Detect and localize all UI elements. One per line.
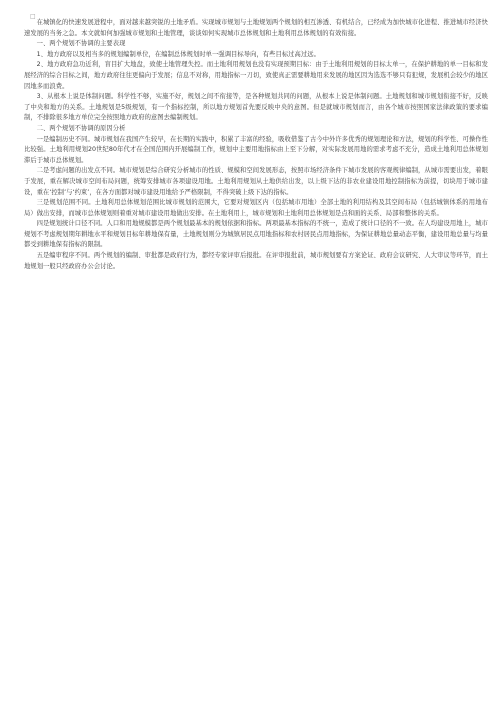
reason-paragraph-5: 五是编审程序不同。两个规划的编制、审批都是政府行为，都经专家评审后报批。在评审报批前，城市规划要有方案论证、政府会议研究、人大审议等环节，而土地规划一般只经政府办公会讨论。 — [24, 252, 488, 270]
section-heading-1: 一、两个规划不协调的主要表现 — [36, 40, 126, 48]
intro-paragraph: 在城镇化的快速发展进程中，面对越来越突锐的土地矛盾。实现城市规划与土地规划两个规划的相互渗透、有机结合，已经成为加快城市化进程、推进城市经济快速发展的当务之急。本文就如何加强城市规划和土地管理，谈谈如何实现城市总体规划和土地利用总体规划的有效衔接。 — [24, 19, 488, 37]
list-item-2: 2、地方政府急功近利，盲目扩大地盘，致使土地管理失控。而土地利用规划也没有实现预期目标：由于土地利用规划的目标太单一，在保护耕地的单一目标和发展经济的综合目标之间，地方政府往往更偏向于发展；信息不对称，用地指标一刀切，致使真正需要耕地用来发展的地区因为选选不够只有犯规，发展机会较少的地区因地多而浪费。 — [24, 61, 488, 90]
section-heading-2: 二、两个规划不协调的原因分析 — [36, 124, 126, 132]
document-body — [24, 13, 488, 272]
reason-paragraph-3: 三是规划范围不同。土地利用总体规划范围比城市规划的范围大，它要对规划区内（包括城市用地）全部土地的利用结构及其空间布局（包括城镇体系的用地布局）做出安排，而城市总体规划则着重对城市建设用地做出安排。在土地利用上，城市规划和土地利用总体规划是点和面的关系、局部和整体的关系。 — [24, 199, 488, 217]
list-item-1: 1、地方政府以及相当多的规划编制单位，在编制总体规划时单一强调目标导向，有些目标过高过远。 — [36, 50, 320, 58]
reason-paragraph-2: 二是考虑问题的出发点不同。城市规划是综合研究分析城市的性质、规模和空间发展形态，按照市场经济条件下城市发展的客观规律编制，从城市需要出发，着眼于发展，重在解决城市空间布局问题，统筹安排城市各项建设用地。土地利用规划从土地供给出发，以上级下达的非农业建设用地控制指标为前提，切块用于城市建设，重在‘控制’与‘约束’，在各方面都对城市建设用地给予严格限制，不得突破上级下达的指标。 — [24, 167, 488, 196]
corner-mark: □ — [30, 13, 36, 20]
reason-paragraph-1: 一是编制历史不同。城市规划在我国产生较早，在长期的实践中，积累了丰富的经验，吸收借鉴了古今中外许多优秀的规划理论和方法，规划的科学性、可操作性比较强。土地利用规划20世纪80年代才在全国范围内开展编制工作，规划中主要用地指标由上至下分解，对实际发展用地的需求考虑不充分，造成土地利用总体规划滞后于城市总体规划。 — [24, 135, 488, 164]
list-item-3: 3、从根本上说是体制问题。科学性不够，实施不好，规划之间不衔接等，是各种规划共同的问题，从根本上说是体制问题。土地规划和城市规划衔接不好，反映了中央和地方的关系。土地规划是5级规划，有一个指标控制，所以地方规划首先要反映中央的意图。但是就城市规划而言，由各个城市按照国家法律政策的要求编制，不排除很多地方单位完全按照地方政府的意图去编制规划。 — [24, 93, 488, 122]
reason-paragraph-4: 四是规划统计口径不同。人口和用地规模都是两个规划最基本的规划依据和指标。两项最基本指标的不统一，造成了统计口径的不一致。在人均建设用地上，城市规划不考虑规划期年耕地水平和规划目标年耕地保有量，土地规划则分为城镇居民点用地指标和农村居民点用地指标，为保证耕地总量动态平衡，建设用地总量与均量都受到耕地保有指标的限制。 — [24, 220, 488, 249]
